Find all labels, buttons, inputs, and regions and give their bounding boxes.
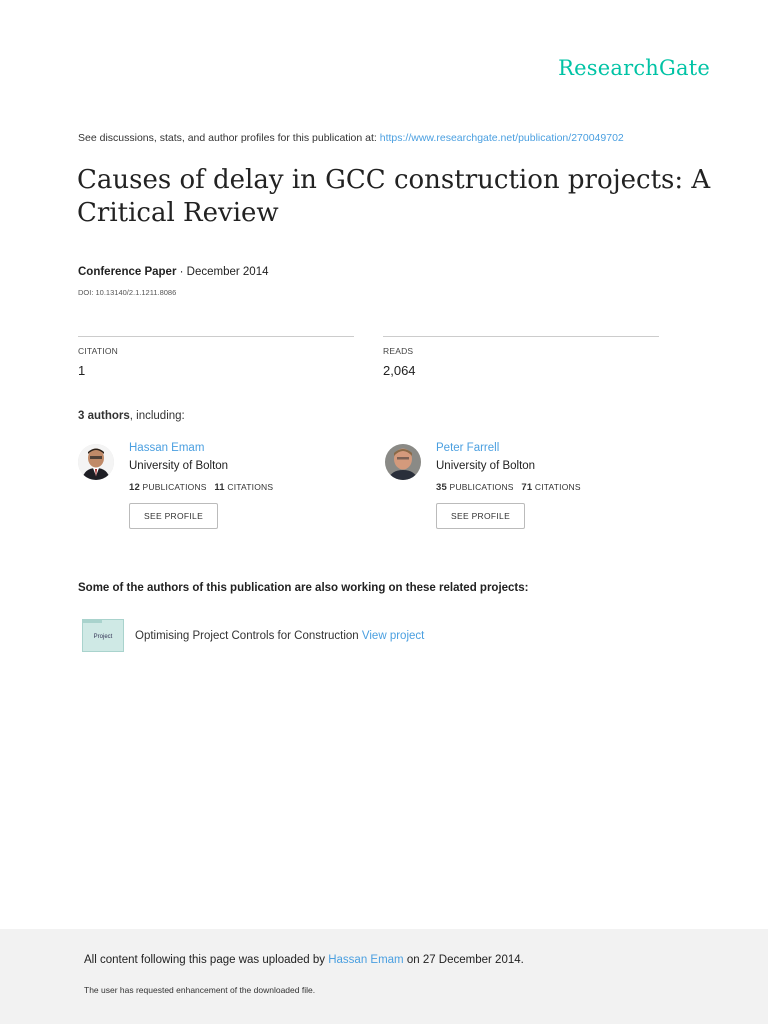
discussions-text: See discussions, stats, and author profiles for this publication at: xyxy=(78,132,380,144)
author-citations-count: 11 xyxy=(214,482,225,493)
publication-type-line xyxy=(78,266,268,278)
author-card xyxy=(78,442,368,542)
author-publications-label: PUBLICATIONS xyxy=(142,482,207,492)
doi: DOI: 10.13140/2.1.1211.8086 xyxy=(78,288,177,297)
view-project-link[interactable]: View project xyxy=(361,630,425,642)
upload-date: on 27 December 2014. xyxy=(403,954,524,966)
paper-title: Causes of delay in GCC construction projects: A Critical Review xyxy=(77,165,711,228)
publication-date: · December 2014 xyxy=(176,266,269,278)
author-name-link[interactable]: Peter Farrell xyxy=(436,442,500,454)
see-profile-button[interactable]: SEE PROFILE xyxy=(436,503,525,529)
author-publications-count: 35 xyxy=(436,482,447,493)
author-citations-count: 71 xyxy=(521,482,533,493)
see-profile-button[interactable]: SEE PROFILE xyxy=(129,503,218,529)
project-folder-icon[interactable] xyxy=(82,619,124,652)
reads-value: 2,064 xyxy=(383,363,416,378)
upload-prefix: All content following this page was uploaded by xyxy=(84,954,329,966)
enhancement-note: The user has requested enhancement of the downloaded file. xyxy=(84,985,316,995)
author-citations-label: CITATIONS xyxy=(534,482,581,492)
reads-stat xyxy=(383,336,659,378)
author-name-link[interactable]: Hassan Emam xyxy=(129,442,205,454)
project-line xyxy=(135,630,424,642)
author-card xyxy=(385,442,675,542)
author-stats xyxy=(436,482,581,493)
folder-tab xyxy=(82,619,102,623)
uploader-link[interactable]: Hassan Emam xyxy=(328,954,404,966)
author-avatar-icon[interactable] xyxy=(385,444,421,480)
publication-type: Conference Paper xyxy=(78,266,177,278)
citation-value: 1 xyxy=(78,363,86,378)
reads-label: READS xyxy=(383,346,414,356)
researchgate-logo[interactable]: ResearchGate xyxy=(558,56,710,80)
project-title: Optimising Project Controls for Construction xyxy=(135,630,359,642)
author-institution: University of Bolton xyxy=(436,460,536,472)
author-stats xyxy=(129,482,273,493)
authors-including: , including: xyxy=(129,410,185,422)
upload-footer xyxy=(0,929,768,1024)
authors-count: 3 authors xyxy=(78,410,130,422)
author-publications-count: 12 xyxy=(129,482,140,493)
author-publications-label: PUBLICATIONS xyxy=(449,482,514,492)
related-projects-heading: Some of the authors of this publication are also working on these related projects: xyxy=(78,582,529,594)
author-info xyxy=(436,442,581,529)
citation-label: CITATION xyxy=(78,346,119,356)
discussions-line xyxy=(78,132,624,144)
project-icon-label: Project xyxy=(93,634,113,640)
upload-info xyxy=(84,954,524,966)
author-citations-label: CITATIONS xyxy=(227,482,274,492)
citation-stat xyxy=(78,336,354,378)
authors-heading xyxy=(78,410,185,422)
publication-url-link[interactable]: https://www.researchgate.net/publication/270049702 xyxy=(379,132,624,144)
author-info xyxy=(129,442,273,529)
author-avatar-icon[interactable] xyxy=(78,444,114,480)
author-institution: University of Bolton xyxy=(129,460,229,472)
